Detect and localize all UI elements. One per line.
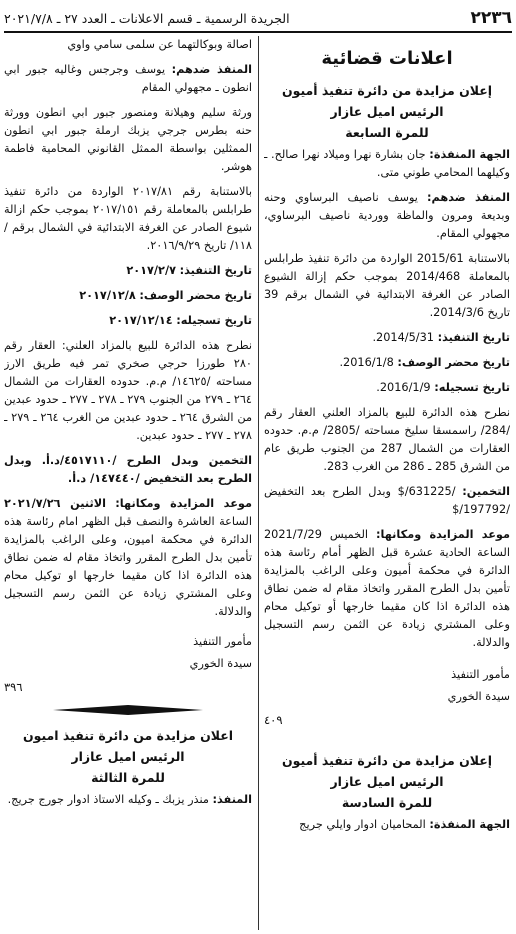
continued-intro: اصالة وبوكالتهما عن سلمى سامي واوي [67,38,252,51]
notice2-creditor-label: الجهة المنفذة: [429,818,510,831]
notice3-creditor-label: المنفذ: [212,793,252,806]
reg-date-label: تاريخ تسجيله: [176,314,252,327]
notice1-property: نطرح هذه الدائرة للبيع بالمزاد العلني العقار رقم /284/ راسمسقا سليخ مساحته /2805/ م.م. حدوده العقارات من الشمال 287 من الجنوب طريق عام من الشرق 285 ـ 286 من الغرب 283. [264,406,510,473]
valuation: التخمين وبدل الطرح /٤٥١٧١١٠/د.أ. وبدل الطرح بعد التخفيض /١٤٧٤٤٠/ د.أ. [4,454,252,485]
page-number: ٢٢٣٦ [470,8,512,28]
auction-text: الساعة العاشرة والنصف قبل الظهر امام رئاسة هذه الدائرة في محكمة اميون، وعلى الراغب بالمزايدة تأمين بدل الطرح المقرر واتخاذ مقام له ضمن نطاق هذه الدائرة اذا كان مقيما خارجها او توكيل محام وعلى المشتري زيادة عن الثمن رسم التسجيل والدلالة. [4,515,252,618]
left-column [4,36,252,930]
notice1-reg-date [264,379,510,397]
notice1-heading: إعلان مزايدة من دائرة تنفيذ أميون [281,83,493,98]
notice3-creditor-text: منذر يزبك ـ وكيله الاستاذ ادوار جورج جريج. [7,793,209,806]
section-title: اعلانات قضائية [321,48,453,69]
debtor-label: المنفذ ضدهم: [171,63,252,76]
notice1-debtor-label: المنفذ ضدهم: [427,191,510,204]
notice3-judge: الرئيس اميل عازار [71,749,185,764]
desc-date-value: ٢٠١٧/١٢/٨ [79,289,136,302]
property: نطرح هذه الدائرة للبيع بالمزاد العلني: العقار رقم ٢٨٠ طورزا حرجي صخري تمر فيه طريق الارز مساحته /١٤٦٢٥/ م.م. حدوده العقارات من الشمال ٢٦٤ ـ ٢٧٩ من الجنوب ٢٧٩ ـ ٢٧٨ ـ ٢٧٧ ـ حدود عبدين من الشرق ٢٦٤ ـ حدود عبدين من الغرب ٢٦٤ ـ ٢٧٩ ـ ٢٧٨ ـ ٢٧٧ ـ حدود عبدين. [4,339,252,442]
auction [4,495,252,621]
auction-label: موعد المزايدة ومكانها: [115,497,252,510]
notice1-desc-date-value: 2016/1/8. [339,356,394,369]
header-title: الجريدة الرسمية ـ قسم الاعلانات ـ العدد ٢٧ ـ ٢٠٢١/٧/٨ [4,10,290,26]
desc-date-label: تاريخ محضر الوصف: [139,289,252,302]
auction-date: الاثنين ٢٠٢١/٧/٢٦ [4,497,107,510]
notice3-round: للمرة الثالثة [91,770,165,785]
notice2-judge: الرئيس اميل عازار [330,774,444,789]
notice1-debtor [264,189,510,243]
exec-date [4,262,252,280]
notice1-creditor-text: جان بشارة نهرا وميلاد نهرا صالح. ـ وكيلهما المحامي طوني متى. [264,148,510,179]
page-header [4,6,512,30]
notice1-valuation-label: التخمين: [462,485,510,498]
header-rule [4,31,512,33]
notice1-round: للمرة السابعة [345,125,429,140]
notice1-creditor-label: الجهة المنفذة: [429,148,510,161]
notice1-reg-date-label: تاريخ تسجيله: [434,381,510,394]
notice1-desc-date [264,354,510,372]
notice1-reg-date-value: 2016/1/9. [376,381,431,394]
debtor-text: يوسف وجرجس وغاليه جبور ابي انطون ـ مجهولي المقام [4,63,252,94]
officer-name: سيدة الخوري [189,657,252,670]
notice1-officer-title: مأمور التنفيذ [451,668,510,681]
notice2-creditor-text: المحاميان ادوار وايلي جريج [299,818,426,831]
notice3-heading: اعلان مزايدة من دائرة تنفيذ اميون [22,728,234,743]
right-column [264,36,510,930]
separator-ornament [4,704,252,716]
notice1-exec-date-label: تاريخ التنفيذ: [437,331,510,344]
notice1-valuation [264,483,510,519]
notice2-heading: إعلان مزايدة من دائرة تنفيذ أميون [281,753,493,768]
notice-ref: ٣٩٦ [4,680,23,694]
notice2-round: للمرة السادسة [341,795,433,810]
diamond-rule-icon [53,704,203,716]
notice1-auction-label: موعد المزايدة ومكانها: [375,528,510,541]
notice1-creditor [264,146,510,182]
notice1-desc-date-label: تاريخ محضر الوصف: [397,356,510,369]
notice1-valuation-text: /631225/$ وبدل الطرح بعد التخفيض /197792/$ [264,485,510,516]
basis: بالاستنابة رقم ٢٠١٧/٨١ الواردة من دائرة تنفيذ طرابلس بالمعاملة رقم ٢٠١٧/١٥١ بموجب حكم ازالة شيوع الصادر عن الغرفة الابتدائية في الشمال برقم /١١٨/ تاريخ ٢٠١٦/٩/٢٩. [4,185,252,252]
notice1-ref: ٤٠٩ [264,713,283,727]
notice2-creditor [264,816,510,834]
exec-date-value: ٢٠١٧/٢/٧ [126,264,176,277]
officer-title: مأمور التنفيذ [193,635,252,648]
notice1-officer-name: سيدة الخوري [447,690,510,703]
notice1-exec-date-value: 2014/5/31. [372,331,434,344]
exec-date-label: تاريخ التنفيذ: [179,264,252,277]
notice1-basis: بالاستنابة 2015/61 الواردة من دائرة تنفيذ طرابلس بالمعاملة 2014/468 بموجب حكم إزالة الشيوع الصادر عن الغرفة الابتدائية في الشمال برقم 39 تاريخ 2014/3/6. [264,252,510,319]
notice1-judge: الرئيس اميل عازار [330,104,444,119]
notice1-debtor-text: يوسف ناصيف البرساوي وحنه وبديعة ومرون والماظة ووردية ناصيف البرساوي، مجهولي المقام. [264,191,510,240]
reg-date-value: ٢٠١٧/١٢/١٤ [109,314,173,327]
debtor [4,61,252,97]
column-divider [258,36,259,930]
notice1-exec-date [264,329,510,347]
reg-date [4,312,252,330]
notice1-auction-text: الخميس 2021/7/29 الساعة الحادية عشرة قبل الظهر أمام رئاسة هذه الدائرة في محكمة أميون وعلى الراغب بالمزايدة تأمين بدل الطرح المقرر واتخاذ مقام له ضمن نطاق هذه الدائرة اذا كان مقيما خارجها أو توكيل محام وعلى المشتري زيادة عن الثمن رسم التسجيل والدلالة. [264,528,510,649]
notice1-auction [264,526,510,652]
desc-date [4,287,252,305]
notice3-creditor [4,791,252,809]
heirs: ورثة سليم وهيلانة ومنصور جبور ابي انطون وورثة حنه بطرس جرجي يزبك ارملة جبور ابي انطون الممثلين بواسطة الممثل القانوني المحامية فاطمة هوشر. [4,106,252,173]
